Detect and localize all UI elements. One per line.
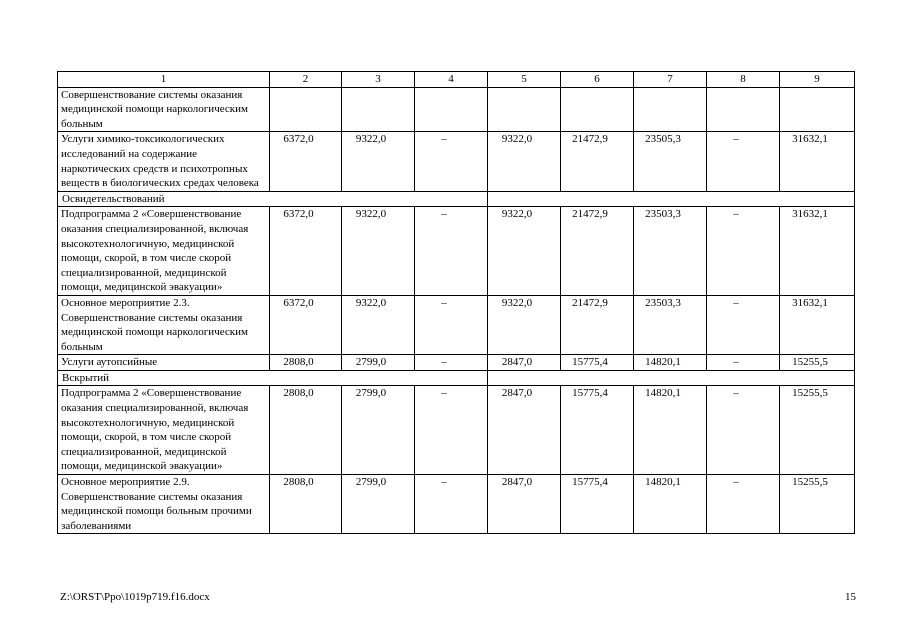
value-cell: 15255,5: [780, 386, 855, 475]
value-cell: [488, 87, 561, 132]
column-number-header: 4: [415, 72, 488, 88]
value-cell: –: [707, 386, 780, 475]
value-cell: –: [707, 475, 780, 534]
section-blank-cell: [488, 370, 855, 386]
table-row: [58, 386, 855, 475]
value-cell: 2847,0: [488, 475, 561, 534]
value-cell: 21472,9: [561, 132, 634, 191]
row-label-cell: Основное мероприятие 2.9. Совершенствование системы оказания медицинской помощи больным прочими заболеваниями: [58, 475, 270, 534]
budget-table: [57, 71, 855, 534]
section-heading: Освидетельствований: [58, 191, 488, 207]
value-cell: –: [707, 295, 780, 354]
value-cell: 9322,0: [342, 132, 415, 191]
value-cell: –: [707, 355, 780, 371]
value-cell: 23505,3: [634, 132, 707, 191]
value-cell: 15255,5: [780, 475, 855, 534]
value-cell: –: [415, 386, 488, 475]
value-cell: [634, 87, 707, 132]
value-cell: 2808,0: [270, 386, 342, 475]
value-cell: 31632,1: [780, 207, 855, 296]
table-body: [58, 72, 855, 534]
footer-file-path: Z:\ORST\Ppo\1019p719.f16.docx: [60, 591, 210, 603]
value-cell: 9322,0: [488, 207, 561, 296]
value-cell: 14820,1: [634, 475, 707, 534]
table-row: [58, 355, 855, 371]
value-cell: 31632,1: [780, 132, 855, 191]
value-cell: 9322,0: [488, 295, 561, 354]
value-cell: 2799,0: [342, 355, 415, 371]
section-blank-cell: [488, 191, 855, 207]
value-cell: –: [707, 207, 780, 296]
section-heading-row: [58, 370, 855, 386]
value-cell: [270, 87, 342, 132]
value-cell: 15775,4: [561, 386, 634, 475]
value-cell: –: [415, 355, 488, 371]
value-cell: [415, 87, 488, 132]
value-cell: 15775,4: [561, 355, 634, 371]
value-cell: [342, 87, 415, 132]
table-row: [58, 87, 855, 132]
column-number-header: 7: [634, 72, 707, 88]
value-cell: 15775,4: [561, 475, 634, 534]
section-heading-row: [58, 191, 855, 207]
value-cell: 9322,0: [342, 207, 415, 296]
table-row: [58, 132, 855, 191]
footer-page-number: 15: [845, 591, 856, 603]
value-cell: 23503,3: [634, 295, 707, 354]
value-cell: 9322,0: [488, 132, 561, 191]
value-cell: [707, 87, 780, 132]
column-number-header: 6: [561, 72, 634, 88]
value-cell: 2808,0: [270, 475, 342, 534]
value-cell: 2847,0: [488, 386, 561, 475]
section-heading: Вскрытий: [58, 370, 488, 386]
value-cell: 9322,0: [342, 295, 415, 354]
value-cell: 6372,0: [270, 295, 342, 354]
value-cell: 14820,1: [634, 355, 707, 371]
row-label-cell: Подпрограмма 2 «Совершенствование оказания специализированной, включая высокотехнологичную, медицинской помощи, скорой, в том числе скорой специализированной, медицинской помощи, медицинской эвакуации»: [58, 207, 270, 296]
value-cell: 21472,9: [561, 207, 634, 296]
value-cell: –: [415, 207, 488, 296]
value-cell: 21472,9: [561, 295, 634, 354]
table-row: [58, 207, 855, 296]
value-cell: 2799,0: [342, 475, 415, 534]
value-cell: 6372,0: [270, 207, 342, 296]
row-label-cell: Совершенствование системы оказания медицинской помощи наркологическим больным: [58, 87, 270, 132]
table-row: [58, 295, 855, 354]
row-label-cell: Основное мероприятие 2.3. Совершенствование системы оказания медицинской помощи наркологическим больным: [58, 295, 270, 354]
value-cell: [780, 87, 855, 132]
column-number-header: 9: [780, 72, 855, 88]
value-cell: 2847,0: [488, 355, 561, 371]
row-label-cell: Услуги аутопсийные: [58, 355, 270, 371]
value-cell: –: [415, 132, 488, 191]
row-label-cell: Услуги химико-токсикологических исследований на содержание наркотических средств и психотропных веществ в биологических средах человека: [58, 132, 270, 191]
value-cell: –: [415, 475, 488, 534]
value-cell: –: [707, 132, 780, 191]
column-number-header: 3: [342, 72, 415, 88]
column-number-header: 1: [58, 72, 270, 88]
value-cell: 31632,1: [780, 295, 855, 354]
value-cell: [561, 87, 634, 132]
value-cell: –: [415, 295, 488, 354]
table-row: [58, 475, 855, 534]
value-cell: 6372,0: [270, 132, 342, 191]
value-cell: 14820,1: [634, 386, 707, 475]
column-number-header: 5: [488, 72, 561, 88]
value-cell: 2799,0: [342, 386, 415, 475]
table-header-row: [58, 72, 855, 88]
value-cell: 23503,3: [634, 207, 707, 296]
column-number-header: 8: [707, 72, 780, 88]
value-cell: 15255,5: [780, 355, 855, 371]
value-cell: 2808,0: [270, 355, 342, 371]
column-number-header: 2: [270, 72, 342, 88]
row-label-cell: Подпрограмма 2 «Совершенствование оказания специализированной, включая высокотехнологичную, медицинской помощи, скорой, в том числе скорой специализированной, медицинской помощи, медицинской эвакуации»: [58, 386, 270, 475]
